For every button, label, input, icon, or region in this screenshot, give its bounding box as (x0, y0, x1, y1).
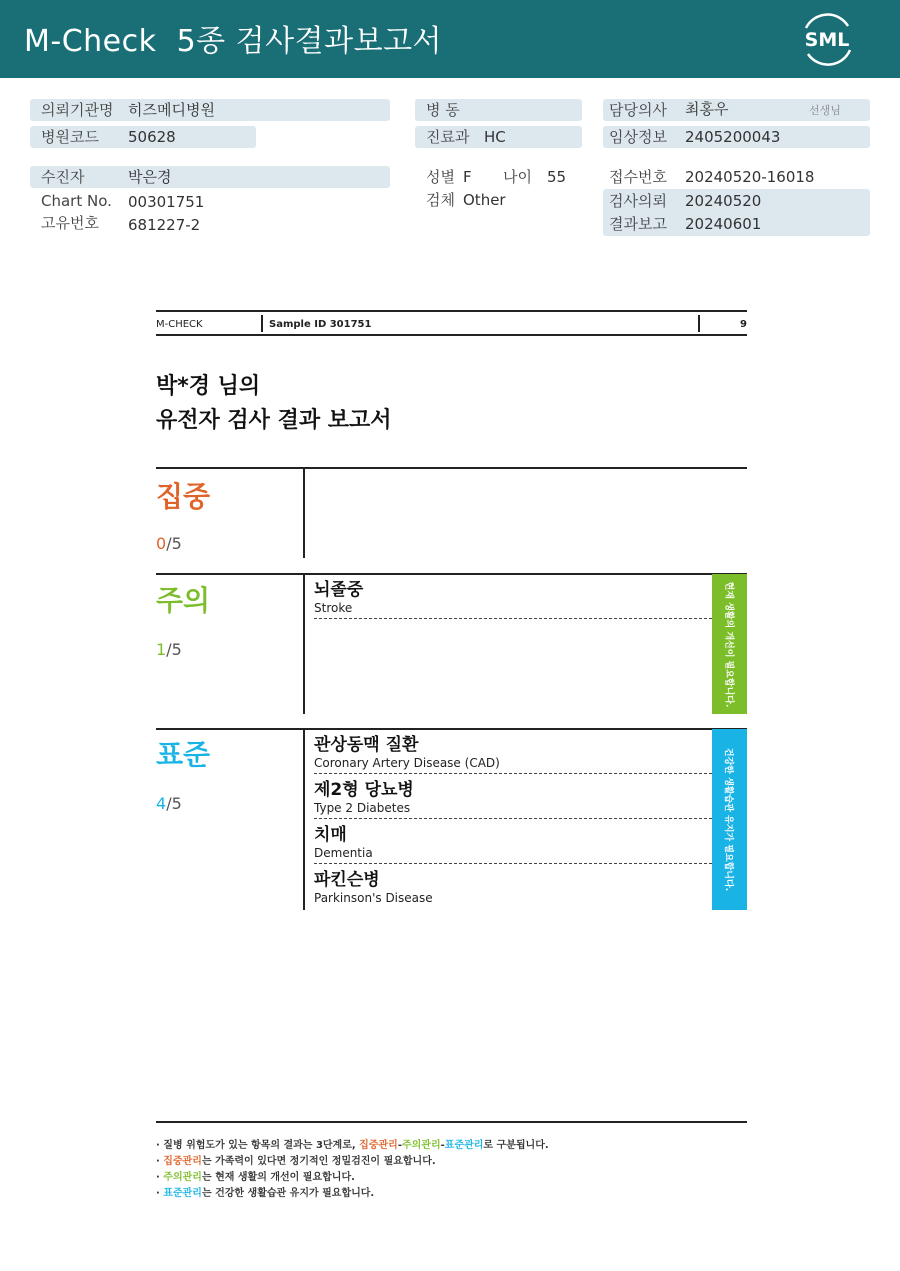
header-title: M-Check 5종 검사결과보고서 (24, 24, 443, 59)
disease-name-en: Type 2 Diabetes (314, 801, 411, 815)
note-caution: 주의관리 (401, 1140, 441, 1151)
clinical-label: 임상정보 (609, 128, 667, 146)
sex-label: 성별 (426, 168, 455, 186)
note-text: - (397, 1140, 402, 1151)
disease-name-en: Coronary Artery Disease (CAD) (314, 756, 500, 770)
disease-name: 관상동맥 질환 (314, 735, 419, 755)
focus-vbar (303, 469, 305, 558)
report-title (156, 370, 392, 438)
footer-rule (156, 1121, 747, 1123)
bullet: · (156, 1140, 160, 1151)
caution-count-total: /5 (166, 640, 182, 659)
age-label: 나이 (503, 168, 532, 186)
report-title-line1: 박*경 님의 (156, 374, 261, 399)
specimen-value: Other (463, 191, 506, 209)
hospital-code-label: 병원코드 (41, 128, 99, 146)
standard-vbar (303, 730, 305, 910)
institution-value: 히즈메디병원 (128, 101, 215, 119)
report-date-label: 결과보고 (609, 215, 667, 233)
doctor-suffix: 선생님 (809, 104, 841, 117)
focus-count-total: /5 (166, 534, 182, 553)
institution-label: 의뢰기관명 (41, 101, 114, 119)
note-line (156, 1138, 549, 1153)
request-value: 20240520 (685, 192, 762, 210)
section-rule (156, 467, 747, 469)
note-caution: 주의관리 (163, 1172, 202, 1183)
bullet: · (156, 1156, 160, 1167)
report-title-line2: 유전자 검사 결과 보고서 (156, 408, 392, 433)
note-text: 로 구분됩니다. (483, 1140, 549, 1151)
patient-label: 수진자 (41, 168, 85, 186)
receipt-label: 접수번호 (609, 168, 667, 186)
bullet: · (156, 1172, 160, 1183)
note-text: 는 건강한 생활습관 유지가 필요합니다. (201, 1188, 375, 1199)
chart-value: 00301751 (128, 193, 205, 211)
meta-rule (156, 334, 747, 336)
caution-count (156, 640, 182, 660)
age-value: 55 (547, 168, 567, 186)
bullet: · (156, 1188, 160, 1199)
note-focus: 집중관리 (359, 1140, 398, 1151)
unique-id-value: 681227-2 (128, 216, 201, 234)
standard-side-tab (712, 729, 747, 910)
standard-title: 표준 (156, 738, 211, 771)
focus-title: 집중 (156, 480, 211, 513)
focus-count-num: 0 (156, 534, 167, 553)
dashed-divider (314, 863, 712, 864)
caution-vbar (303, 575, 305, 714)
note-text: - (440, 1140, 445, 1151)
disease-name-en: Stroke (314, 601, 353, 615)
note-standard: 표준관리 (163, 1188, 202, 1199)
logo-text: SML (804, 29, 850, 51)
request-label: 검사의뢰 (609, 192, 667, 210)
meta-divider (261, 315, 263, 332)
standard-count-num: 4 (156, 794, 167, 813)
note-standard: 표준관리 (444, 1140, 484, 1151)
sml-logo (796, 10, 858, 68)
ward-label: 병 동 (426, 101, 460, 119)
caution-count-num: 1 (156, 640, 167, 659)
hospital-code-value: 50628 (128, 128, 176, 146)
chart-label: Chart No. (41, 192, 112, 210)
dashed-divider (314, 818, 712, 819)
note-line (156, 1154, 436, 1169)
note-focus: 집중관리 (163, 1156, 202, 1167)
meta-divider (698, 315, 700, 332)
dashed-divider (314, 618, 712, 619)
section-rule (156, 728, 747, 730)
dept-value: HC (484, 128, 506, 146)
standard-count (156, 794, 182, 814)
caution-side-tab (712, 574, 747, 714)
doctor-value: 최홍우 (685, 100, 729, 118)
note-line (156, 1170, 355, 1185)
sex-value: F (463, 168, 472, 186)
disease-name: 뇌졸중 (314, 580, 364, 600)
disease-name: 파킨슨병 (314, 870, 380, 890)
report-date-value: 20240601 (685, 215, 762, 233)
disease-name-en: Parkinson's Disease (314, 891, 433, 905)
note-line (156, 1186, 374, 1201)
caution-title: 주의 (156, 584, 211, 617)
note-text: 는 현재 생활의 개선이 필요합니다. (201, 1172, 355, 1183)
patient-value: 박은경 (128, 168, 172, 186)
receipt-value: 20240520-16018 (685, 168, 815, 186)
report-header (0, 0, 900, 78)
sample-id: Sample ID 301751 (269, 319, 372, 330)
disease-name: 치매 (314, 825, 347, 845)
page-number: 9 (740, 319, 747, 330)
note-text: 는 가족력이 있다면 정기적인 정밀검진이 필요합니다. (201, 1156, 436, 1167)
note-text: 질병 위험도가 있는 항목의 결과는 3단계로, (163, 1140, 360, 1151)
focus-count (156, 534, 182, 554)
brand-label: M-CHECK (156, 319, 203, 330)
top-rule (156, 310, 747, 312)
standard-count-total: /5 (166, 794, 182, 813)
clinical-value: 2405200043 (685, 128, 781, 146)
standard-tab-text: 건강한 생활습관 유지가 필요합니다. (723, 747, 734, 892)
disease-name-en: Dementia (314, 846, 373, 860)
disease-name: 제2형 당뇨병 (314, 780, 414, 800)
dept-label: 진료과 (426, 128, 470, 146)
unique-id-label: 고유번호 (41, 214, 99, 232)
caution-tab-text: 현재 생활의 개선이 필요합니다. (723, 581, 733, 707)
doctor-label: 담당의사 (609, 101, 667, 119)
dashed-divider (314, 773, 712, 774)
specimen-label: 검체 (426, 191, 455, 209)
section-rule (156, 573, 747, 575)
